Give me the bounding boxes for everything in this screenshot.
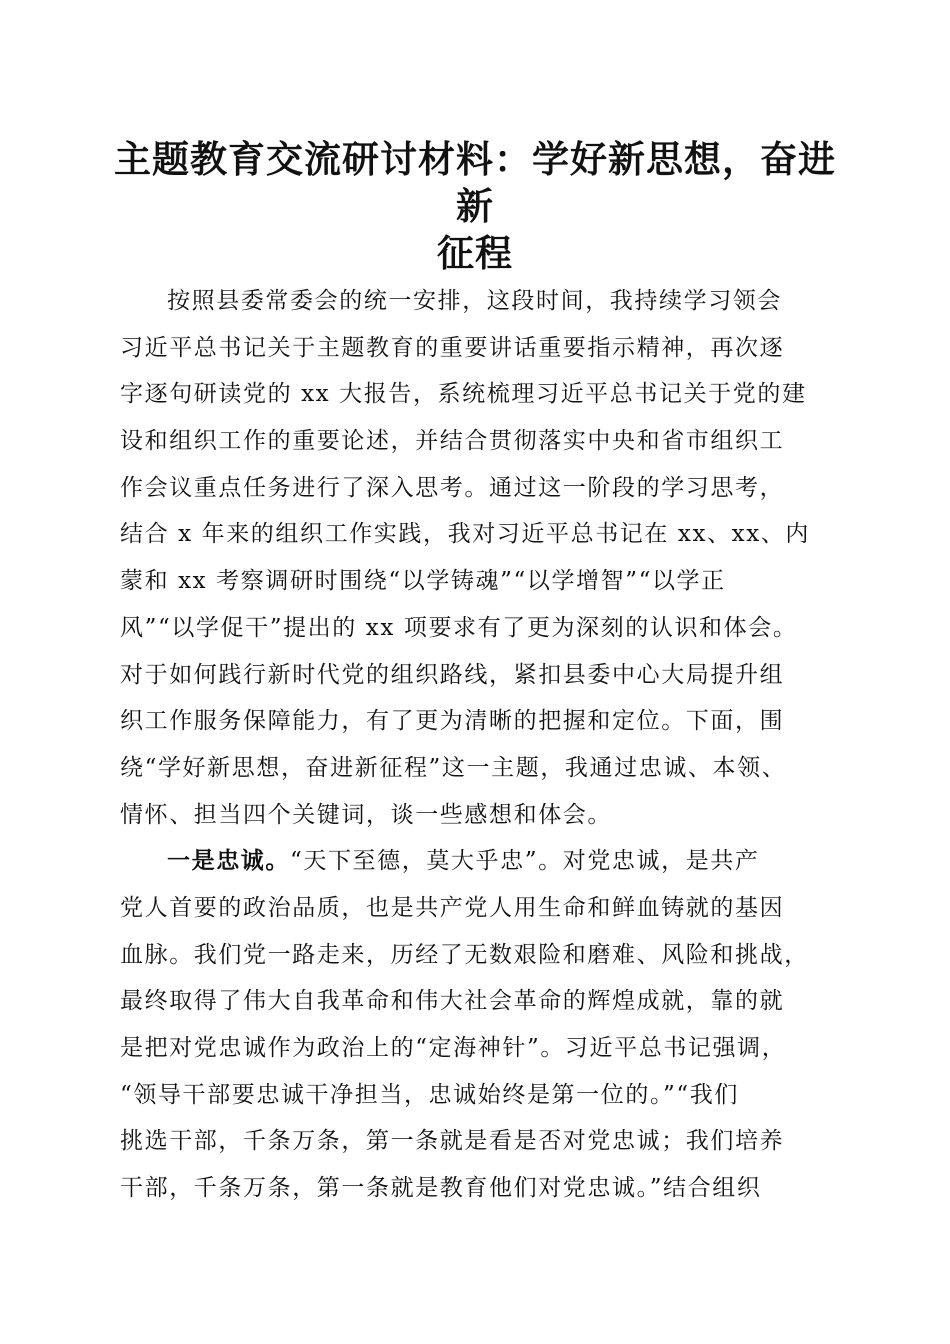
paragraph-line: 对于如何践行新时代党的组织路线，紧扣县委中心大局提升组 — [120, 661, 785, 688]
paragraph-line: 字逐句研读党的 xx 大报告，系统梳理习近平总书记关于党的建 — [120, 381, 807, 408]
paragraph-line: 蒙和 xx 考察调研时围绕“以学铸魂”“以学增智”“以学正 — [120, 568, 726, 595]
paragraph-line: 情怀、担当四个关键词，谈一些感想和体会。 — [120, 801, 612, 828]
paragraph-line: 血脉。我们党一路走来，历经了无数艰险和磨难、风险和挑战， — [120, 941, 809, 968]
paragraph-line: 结合 x 年来的组织工作实践，我对习近平总书记在 xx、xx、内 — [120, 521, 810, 548]
paragraph-line: 最终取得了伟大自我革命和伟大社会革命的辉煌成就，靠的就 — [120, 988, 785, 1015]
paragraph-line: 按照县委常委会的统一安排，这段时间，我持续学习领会 — [167, 288, 782, 314]
document-title — [100, 136, 850, 277]
paragraph-line: 风”“以学促干”提出的 xx 项要求有了更为深刻的认识和体会。 — [120, 614, 798, 641]
paragraph-line: “领导干部要忠诚干净担当，忠诚始终是第一位的。”“我们 — [120, 1081, 739, 1108]
paragraph-line — [120, 838, 836, 885]
section-lead-rest: “天下至德，莫大乎忠”。对党忠诚，是共产 — [290, 848, 760, 875]
paragraph-line: 作会议重点任务进行了深入思考。通过这一阶段的学习思考， — [120, 474, 785, 501]
paragraph-line: 织工作服务保障能力，有了更为清晰的把握和定位。下面，围 — [120, 708, 785, 735]
paragraph-line: 设和组织工作的重要论述，并结合贯彻落实中央和省市组织工 — [120, 428, 785, 455]
paragraph-line: 干部，千条万条，第一条就是教育他们对党忠诚。”结合组织 — [120, 1175, 762, 1202]
paragraph-line: 挑选干部，千条万条，第一条就是看是否对党忠诚；我们培养 — [120, 1128, 785, 1155]
paragraph-line: 党人首要的政治品质，也是共产党人用生命和鲜血铸就的基因 — [120, 894, 785, 921]
paragraph-line: 是把对党忠诚作为政治上的“定海神针”。习近平总书记强调， — [120, 1035, 787, 1061]
paragraph-line: 习近平总书记关于主题教育的重要讲话重要指示精神，再次逐 — [120, 334, 785, 361]
section-lead: 一是忠诚。 — [167, 847, 290, 875]
document-body — [120, 278, 836, 1212]
title-line-2: 征程 — [437, 231, 513, 275]
title-line-1: 主题教育交流研讨材料：学好新思想，奋进新 — [114, 137, 836, 228]
paragraph-line: 绕“学好新思想，奋进新征程”这一主题，我通过忠诚、本领、 — [120, 754, 787, 781]
